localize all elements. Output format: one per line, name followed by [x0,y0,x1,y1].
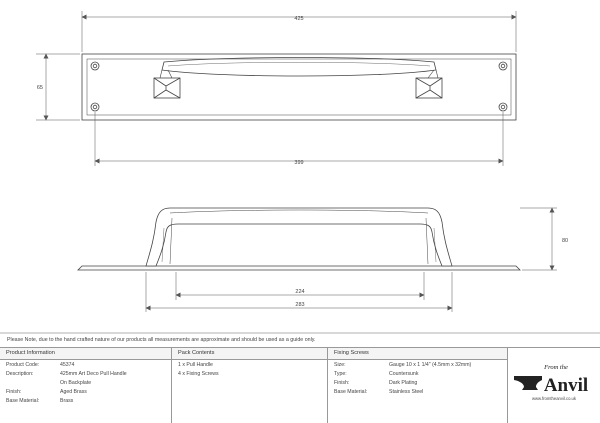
side-view [78,208,520,270]
handle-foot-right [416,70,442,98]
handle-profile [146,208,452,266]
backplate-profile [78,266,520,270]
front-view [82,54,516,120]
dimension-label-projection: 80 [562,238,569,244]
pack-item: 1 x Pull Handle [178,362,213,368]
dimension-inner-span [176,272,424,300]
spec-row: Finish: Aged Brass [6,389,87,395]
screw-hole-bottom-left [91,103,99,111]
dimension-projection [520,208,557,270]
logo-url: www.fromtheanvil.co.uk [532,396,576,401]
dimension-label-overall-length: 425 [294,16,304,22]
handle-foot-left [154,70,180,98]
fixing-screws-heading: Fixing Screws [328,348,508,360]
dimension-label-handle-span: 283 [295,302,305,308]
screw-hole-bottom-right [499,103,507,111]
dimension-label-inner-span: 224 [295,289,305,295]
product-information-column: Product Information Product Code: 45374 Description: 425mm Art Deco Pull Handle On Backplate Finish: Aged Brass Base Material: Brass [0,348,171,423]
from-the-anvil-logo [508,360,598,420]
spec-row: Base Material: Brass [6,398,74,404]
logo-from-the: From the [544,364,568,371]
fixing-screws-column [327,348,508,423]
spec-row: Base Material: Stainless Steel [334,389,424,395]
backplate-outline [82,54,516,120]
spec-row: Type: Countersunk [334,371,419,377]
pack-item: 4 x Fixing Screws [178,371,219,377]
screw-hole-top-left [91,62,99,70]
anvil-icon [514,376,542,390]
dimension-label-fixing-centres: 399 [294,160,304,166]
spec-row: Size: Gauge 10 x 1 1/4" (4.5mm x 32mm) [334,362,472,368]
logo-brand: Anvil [543,375,589,396]
pack-contents-column [171,348,328,423]
measurement-note: Please Note, due to the hand crafted nature of our products all measurements are approximate and should be used as a guide only. [7,337,316,343]
spec-row: Product Code: 45374 [6,362,75,368]
dimension-label-backplate-height: 65 [36,85,43,91]
product-information-heading: Product Information [0,348,171,360]
handle-grip-front [162,58,436,77]
screw-hole-top-right [499,62,507,70]
spec-row: Finish: Dark Plating [334,380,418,386]
backplate-inner-border [87,59,511,115]
pack-contents-heading: Pack Contents [172,348,328,360]
spec-row: Description: 425mm Art Deco Pull Handle [6,371,127,377]
